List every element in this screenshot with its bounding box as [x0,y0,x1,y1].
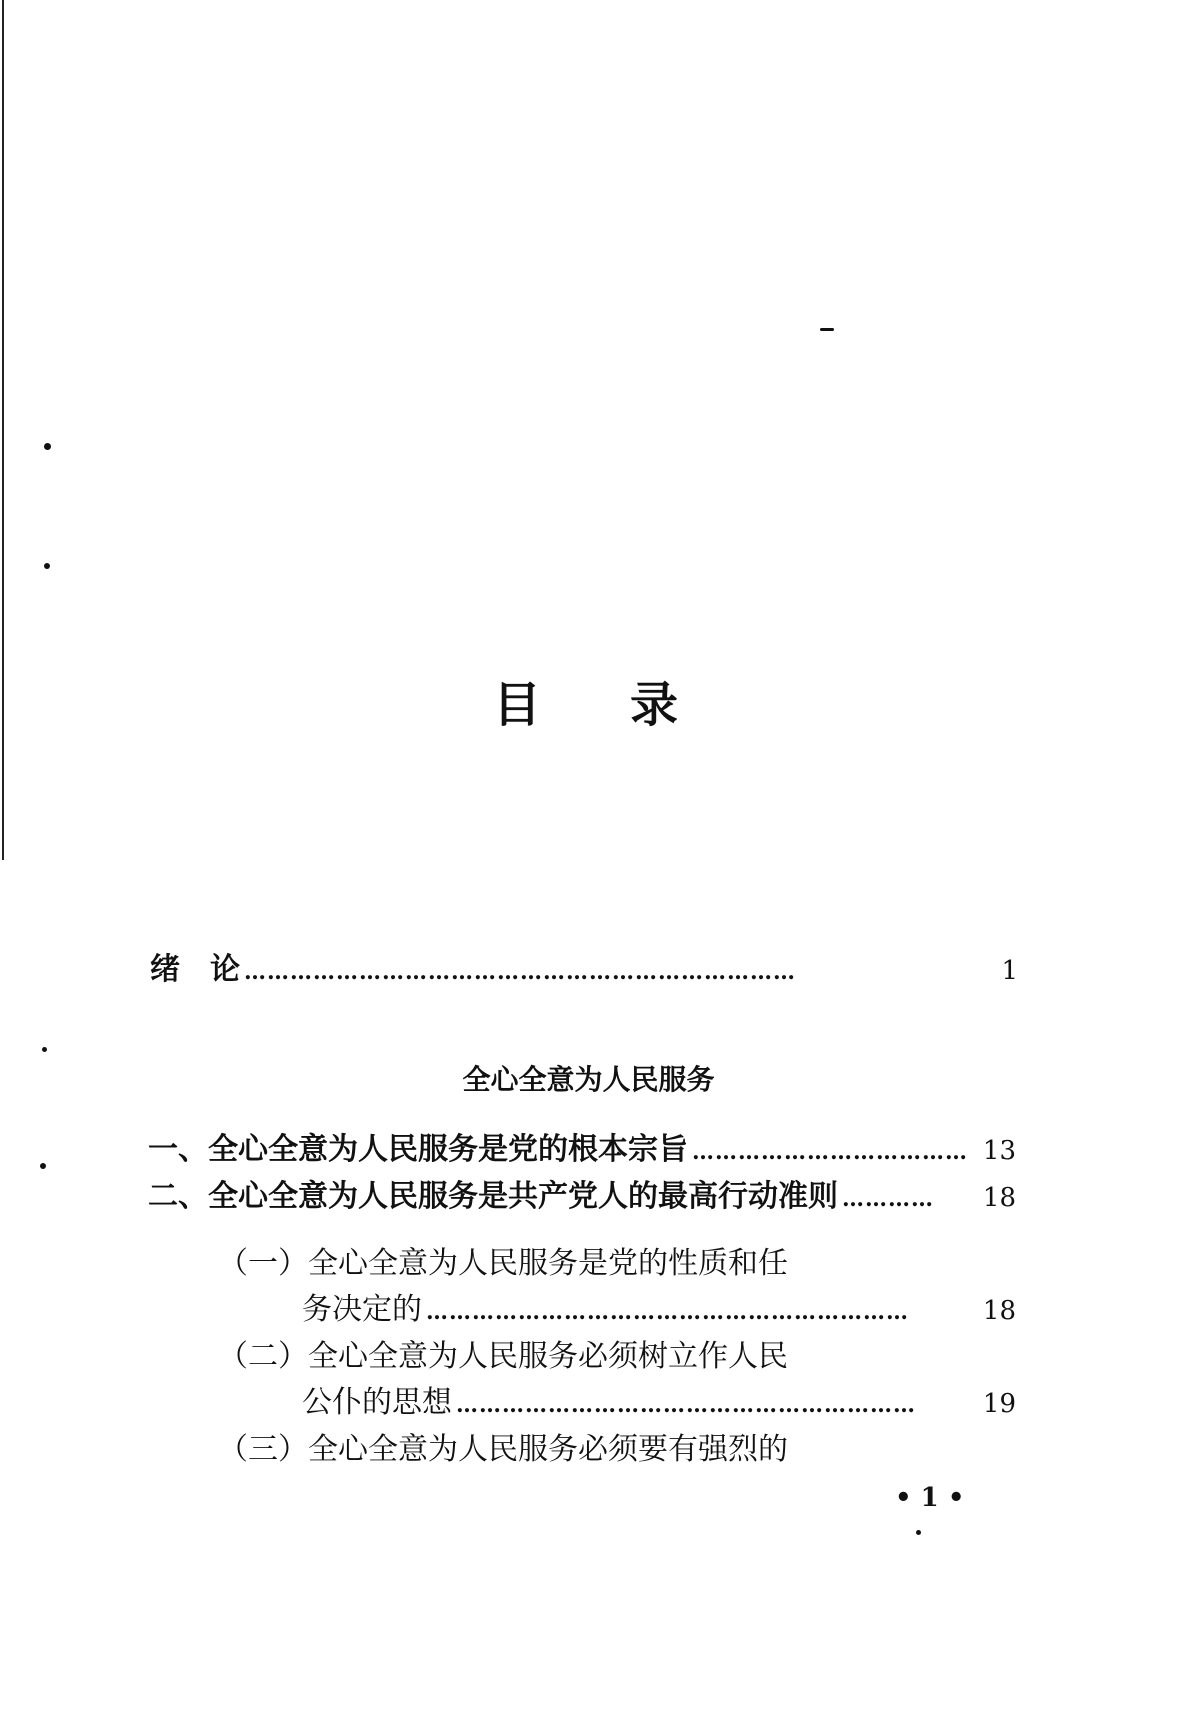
toc-page-number: 18 [982,1296,1016,1326]
title-char-1: 目 [493,677,542,733]
toc-entry-text: 一、全心全意为人民服务是党的根本宗旨 [148,1132,688,1167]
toc-entry [148,1175,1016,1221]
toc-leader-dots: ………… [842,1186,934,1212]
scan-speck [42,1047,47,1052]
scan-speck [916,1530,921,1535]
toc-entry-text: 公仆的思想 [302,1385,452,1420]
page-title [0,670,1177,740]
toc-leader-dots: ……………………………………………………… [426,1299,909,1325]
title-char-2: 录 [630,677,679,733]
toc-subentry-continuation [302,1381,1016,1427]
toc-leader-dots: …………………………………………………… [456,1392,916,1418]
scan-speck [820,328,834,331]
toc-page-number: 13 [982,1136,1016,1166]
toc-page-number: 19 [982,1389,1016,1419]
toc-page-number: 18 [982,1183,1016,1213]
toc-leader-dots: ……………………………………………………………… [244,959,796,985]
toc-subentry-line1: （三）全心全意为人民服务必须要有强烈的 [218,1432,788,1467]
toc-subentry-continuation [302,1288,1016,1334]
scan-speck [44,563,50,569]
toc-leader-dots: ……………………………… [692,1139,968,1165]
toc-entry-text: 二、全心全意为人民服务是共产党人的最高行动准则 [148,1179,838,1214]
toc-entry-intro [150,948,1018,994]
scan-speck [40,1163,46,1169]
scan-speck [44,443,51,450]
toc-subentry-line1: （一）全心全意为人民服务是党的性质和任 [218,1246,788,1281]
toc-subentry-line1: （二）全心全意为人民服务必须树立作人民 [218,1339,788,1374]
toc-entry-text: 绪 论 [150,952,240,987]
toc-entry [148,1128,1016,1174]
page-number-footer: • 1 • [895,1483,965,1513]
section-heading: 全心全意为人民服务 [462,1063,715,1096]
toc-entry-text: 务决定的 [302,1292,422,1327]
toc-page-number: 1 [1001,956,1018,986]
